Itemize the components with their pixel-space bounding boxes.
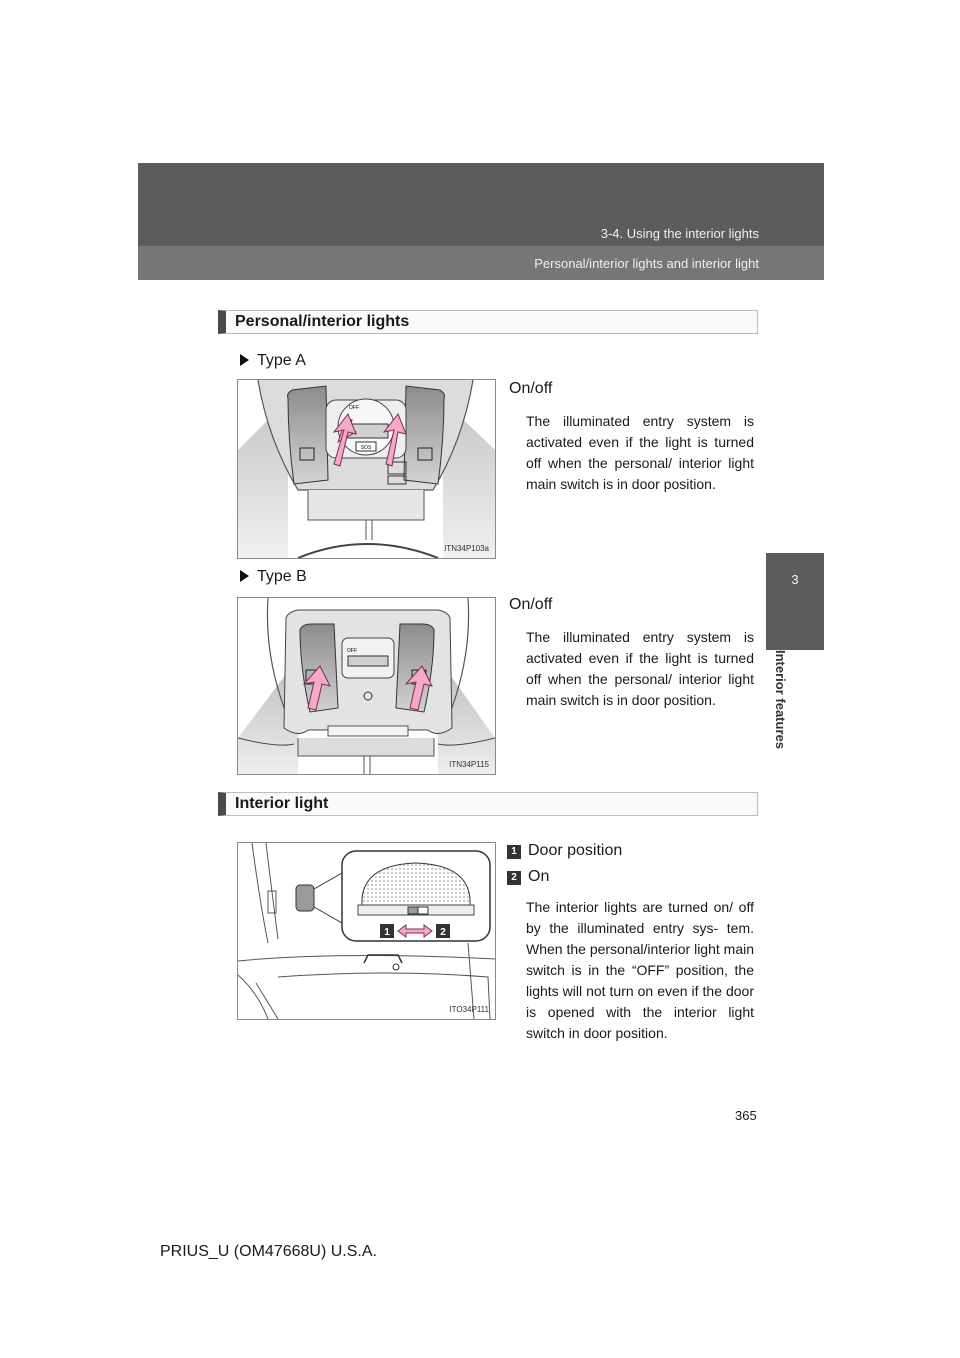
figure-code: ITO34P111 <box>449 1005 489 1014</box>
callout-2-label: 2 <box>440 927 446 938</box>
off-label: OFF <box>349 405 359 411</box>
type-b-description: The illuminated entry system is activated even if the light is turned off when the personal/ interior light main switch is in door position. <box>526 629 754 708</box>
item-on: 2 On <box>507 868 549 886</box>
chapter-tab <box>766 553 824 650</box>
page-number: 365 <box>735 1108 757 1123</box>
interior-light-illustration <box>238 843 495 1019</box>
section-heading-personal: Personal/interior lights <box>218 310 758 334</box>
sos-button-label: SOS <box>360 445 372 451</box>
figure-code: ITN34P103a <box>444 544 489 553</box>
type-b-lead: On/off <box>509 596 553 613</box>
interior-description: The interior lights are turned on/ off by the illuminated entry sys- tem. When the personal/interior light main switch is in the “OFF” position, the lights will not turn on even if the door is opened with the interior light switch in door position. <box>526 899 755 1041</box>
type-a-label: Type A <box>240 352 306 370</box>
item-number-1: 1 <box>507 845 521 859</box>
figure-type-a <box>237 379 496 559</box>
type-b-label: Type B <box>240 568 307 586</box>
section-title: Personal/interior lights and interior light <box>534 256 759 271</box>
section-heading-interior: Interior light <box>218 792 758 816</box>
arrow-bullet-icon <box>240 354 249 366</box>
off-label: OFF <box>347 648 357 654</box>
type-a-description: The illuminated entry system is activated even if the light is turned off when the personal/ interior light main switch is in door position. <box>526 413 754 492</box>
overhead-console-type-a-illustration <box>238 380 495 558</box>
chapter-tab-number: 3 <box>791 572 799 587</box>
overhead-console-type-b-illustration <box>238 598 495 774</box>
type-a-lead: On/off <box>509 380 553 397</box>
chapter-tab-label: Interior features <box>773 650 788 749</box>
chapter-title: 3-4. Using the interior lights <box>600 226 759 241</box>
callout-1-label: 1 <box>384 927 390 938</box>
item-door-position: 1 Door position <box>507 842 622 860</box>
figure-type-b <box>237 597 496 775</box>
page-footer: PRIUS_U (OM47668U) U.S.A. <box>160 1243 377 1260</box>
item-number-2: 2 <box>507 871 521 885</box>
figure-interior-light <box>237 842 496 1020</box>
arrow-bullet-icon <box>240 570 249 582</box>
figure-code: ITN34P115 <box>449 760 489 769</box>
